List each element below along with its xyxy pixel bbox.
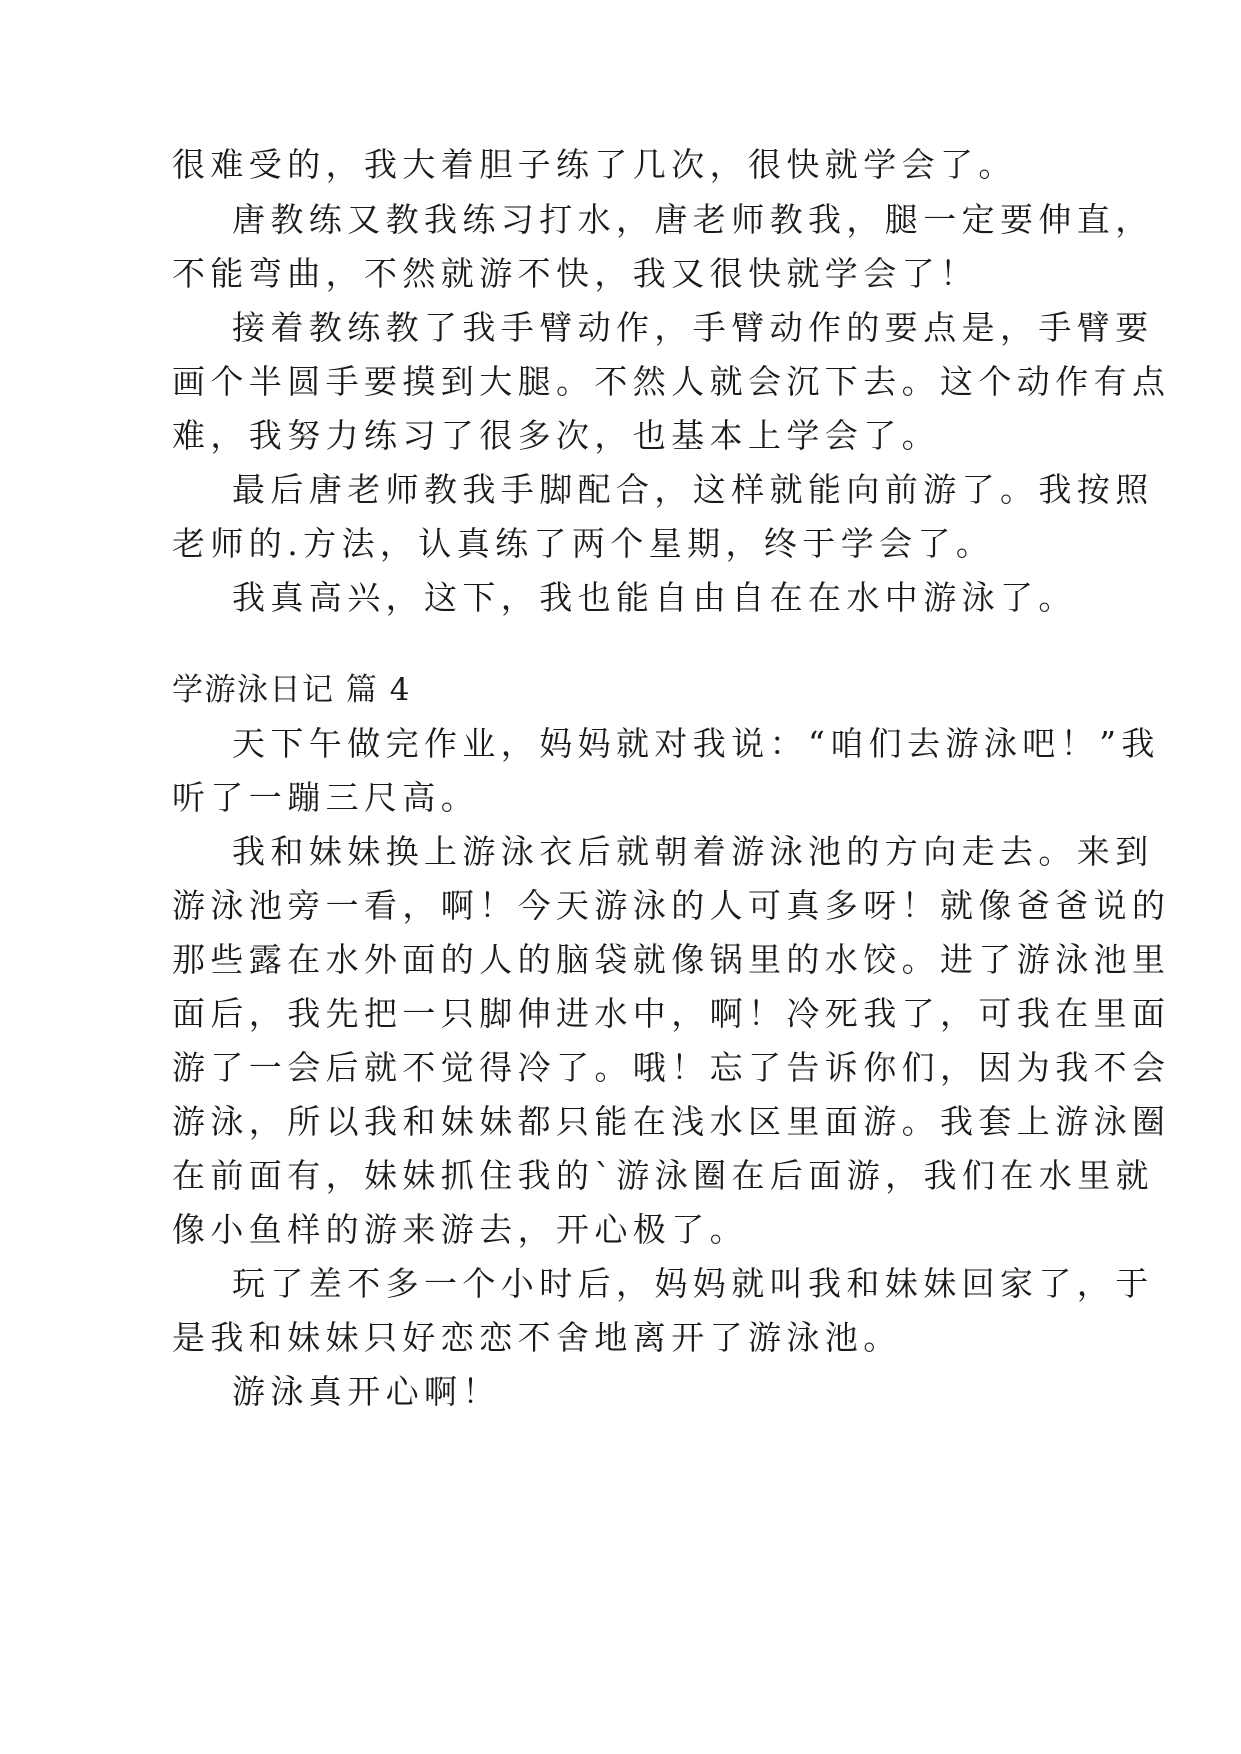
text-line: 是我和妹妹只好恋恋不舍地离开了游泳池。 [172,1318,902,1357]
text-line: 像小鱼样的游来游去，开心极了。 [172,1210,748,1249]
paragraph-start: 唐教练又教我练习打水，唐老师教我，腿一定要伸直， [232,200,1154,239]
text-line: 面后，我先把一只脚伸进水中，啊！冷死我了，可我在里面 [172,994,1171,1033]
text-line: 画个半圆手要摸到大腿。不然人就会沉下去。这个动作有点 [172,362,1171,401]
text-line: 老师的.方法，认真练了两个星期，终于学会了。 [172,524,995,563]
paragraph-start: 天下午做完作业，妈妈就对我说：“咱们去游泳吧！”我 [232,724,1160,763]
text-line: 难，我努力练习了很多次，也基本上学会了。 [172,416,940,455]
text-line: 游泳，所以我和妹妹都只能在浅水区里面游。我套上游泳圈 [172,1102,1171,1141]
text-line: 在前面有，妹妹抓住我的`游泳圈在后面游，我们在水里就 [172,1156,1154,1195]
paragraph-start: 最后唐老师教我手脚配合，这样就能向前游了。我按照 [232,470,1154,509]
text-line: 游泳池旁一看，啊！今天游泳的人可真多呀！就像爸爸说的 [172,886,1171,925]
paragraph-start: 我真高兴，这下，我也能自由自在在水中游泳了。 [232,578,1077,617]
paragraph-start: 玩了差不多一个小时后，妈妈就叫我和妹妹回家了，于 [232,1264,1154,1303]
section-title: 学游泳日记 篇 4 [172,672,411,708]
text-line: 那些露在水外面的人的脑袋就像锅里的水饺。进了游泳池里 [172,940,1171,979]
text-line: 游了一会后就不觉得冷了。哦！忘了告诉你们，因为我不会 [172,1048,1171,1087]
paragraph-start: 我和妹妹换上游泳衣后就朝着游泳池的方向走去。来到 [232,832,1154,871]
paragraph-start: 接着教练教了我手臂动作，手臂动作的要点是，手臂要 [232,308,1154,347]
text-line: 不能弯曲，不然就游不快，我又很快就学会了！ [172,254,979,293]
text-line: 听了一蹦三尺高。 [172,778,480,817]
text-line: 很难受的，我大着胆子练了几次，很快就学会了。 [172,145,1017,184]
paragraph-start: 游泳真开心啊！ [232,1372,501,1411]
